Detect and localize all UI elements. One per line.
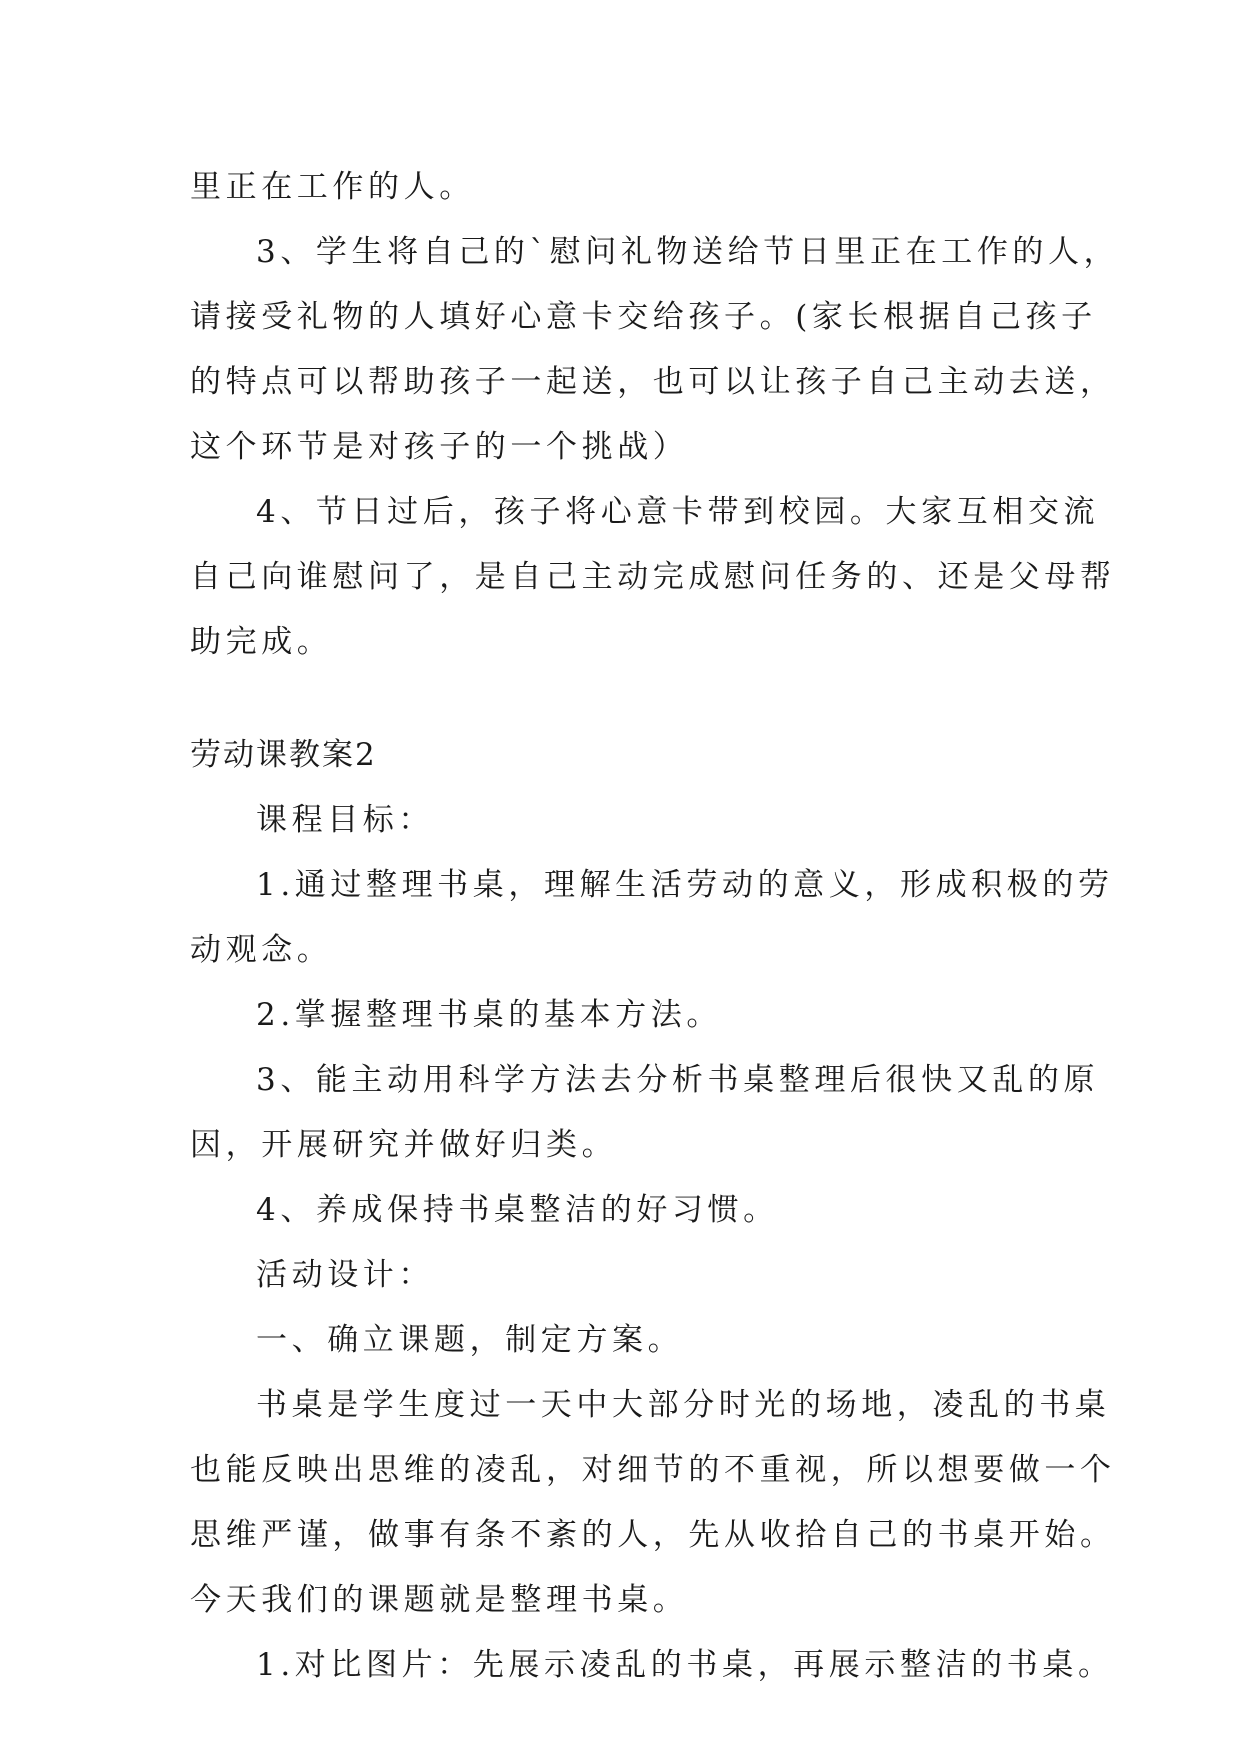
- text-line: 1.对比图片：先展示凌乱的书桌，再展示整洁的书桌。: [256, 1647, 1114, 1683]
- text-line: 3、学生将自己的`慰问礼物送给节日里正在工作的人，: [256, 234, 1120, 270]
- text-line: 也能反映出思维的凌乱，对细节的不重视，所以想要做一个: [190, 1452, 1116, 1488]
- section-heading: 劳动课教案2: [190, 737, 377, 773]
- text-line: 请接受礼物的人填好心意卡交给孩子。(家长根据自己孩子: [190, 299, 1097, 335]
- text-line: 一、确立课题，制定方案。: [256, 1322, 684, 1358]
- text-line: 因，开展研究并做好归类。: [190, 1127, 618, 1163]
- text-line: 助完成。: [190, 624, 333, 660]
- text-line: 今天我们的课题就是整理书桌。: [190, 1582, 689, 1618]
- text-line: 4、节日过后，孩子将心意卡带到校园。大家互相交流: [256, 494, 1100, 530]
- text-line: 的特点可以帮助孩子一起送，也可以让孩子自己主动去送，: [190, 364, 1116, 400]
- text-line: 活动设计：: [256, 1257, 434, 1293]
- document-body: [190, 160, 1120, 1692]
- text-line: 4、养成保持书桌整洁的好习惯。: [256, 1192, 779, 1228]
- text-line: 自己向谁慰问了，是自己主动完成慰问任务的、还是父母帮: [190, 559, 1116, 595]
- text-line: 里正在工作的人。: [190, 169, 475, 205]
- text-line: 3、能主动用科学方法去分析书桌整理后很快又乱的原: [256, 1062, 1100, 1098]
- text-line: 这个环节是对孩子的一个挑战）: [190, 429, 689, 465]
- text-line: 思维严谨，做事有条不紊的人，先从收拾自己的书桌开始。: [190, 1517, 1116, 1553]
- text-line: 2.掌握整理书桌的基本方法。: [256, 997, 722, 1033]
- text-line: 课程目标：: [256, 802, 434, 838]
- text-line: 1.通过整理书桌，理解生活劳动的意义，形成积极的劳: [256, 867, 1114, 903]
- text-line: 动观念。: [190, 932, 333, 968]
- text-line: 书桌是学生度过一天中大部分时光的场地，凌乱的书桌: [256, 1387, 1111, 1423]
